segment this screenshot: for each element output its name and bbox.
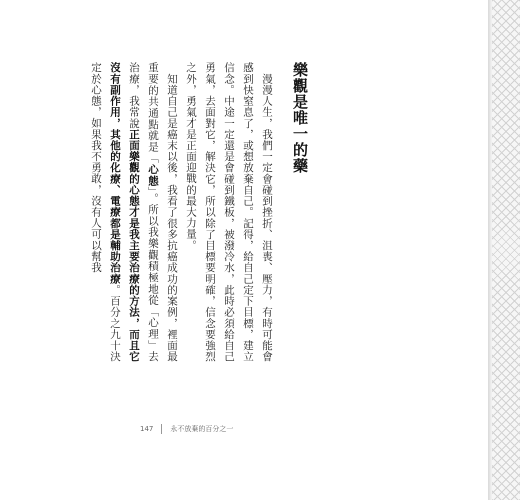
paragraph-2-run-3: 」。所以我樂觀積極地從「心理」去治療，我常說 (128, 62, 159, 363)
page-footer (140, 424, 233, 434)
paragraph-1-text: 漫漫人生，我們一定會碰到挫折、沮喪、壓力，有時可能會感到快窒息了，或想放棄自己。記得，給自己定下目標，建立信念。中途一定還是會碰到鐵板，被潑冷水，此時必須給自己勇氣，去面對它，解決它，所以除了目標要明確，信念要強烈之外，勇氣才是正面迎戰的最大力量。 (185, 62, 273, 362)
book-title: 永不放棄的百分之一 (170, 425, 234, 433)
background-pattern (492, 0, 520, 500)
paragraph-2 (86, 62, 181, 362)
paragraph-1 (181, 62, 276, 362)
page-number: 147 (140, 425, 154, 433)
paragraph-2-run-1: 知道自己是癌末以後，我看了很多抗癌成功的案例，裡面最重要的共通點就是「 (147, 62, 178, 362)
paragraph-2-run-5: 。百分之九十決定於心態，如果我不勇敢，沒有人可以幫我 (90, 62, 121, 363)
section-heading: 樂觀是唯一的藥 (291, 62, 309, 174)
paragraph-2-emphasis-2: 正面樂觀的心態才是我主要治療的方法，而且它沒有副作用，其他的化療、電療都是輔助治療 (109, 62, 140, 362)
vertical-text-block (86, 62, 310, 362)
paragraph-2-emphasis-1: 心態 (147, 163, 159, 187)
footer-divider (161, 424, 162, 434)
